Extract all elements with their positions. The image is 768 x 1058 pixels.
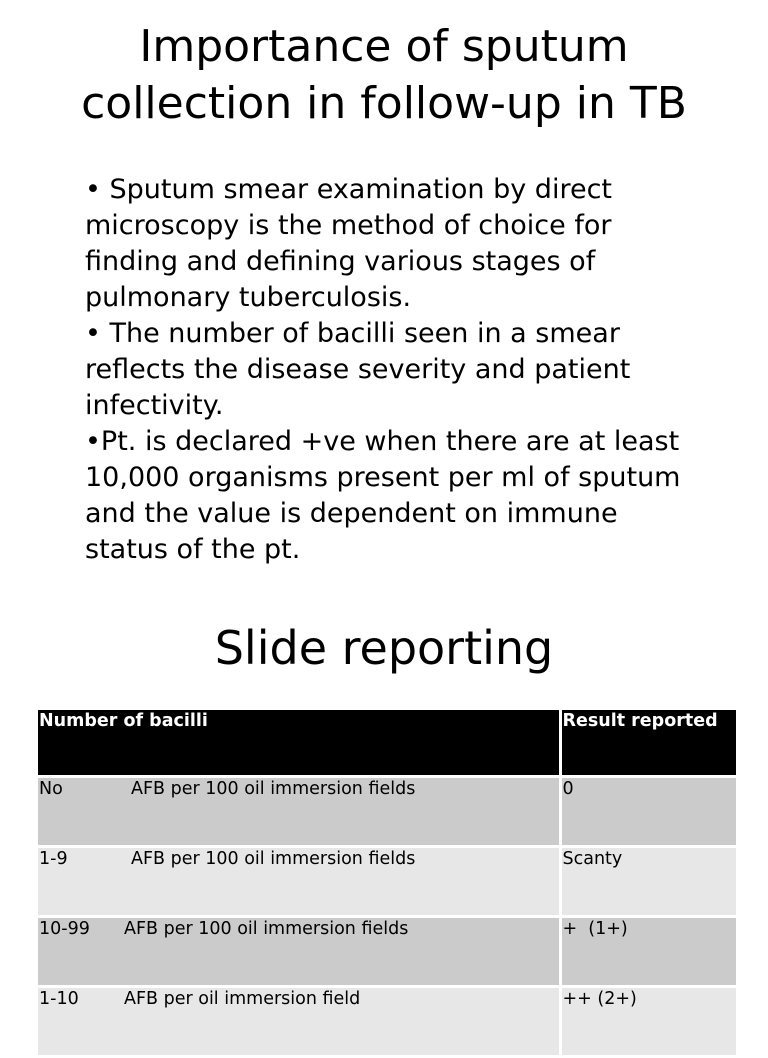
bacilli-count: 10-99 bbox=[39, 919, 90, 939]
bacilli-cell bbox=[38, 917, 560, 987]
reporting-table bbox=[38, 710, 736, 1058]
bacilli-count: 1-9 bbox=[39, 849, 68, 869]
bacilli-description: AFB per oil immersion field bbox=[124, 989, 361, 1009]
bacilli-count: No bbox=[39, 779, 63, 799]
bacilli-cell bbox=[38, 987, 560, 1057]
bullet-list bbox=[85, 172, 685, 568]
bacilli-description: AFB per 100 oil immersion fields bbox=[131, 779, 416, 799]
table-row bbox=[38, 987, 736, 1057]
result-cell: ++ (2+) bbox=[560, 987, 736, 1057]
bacilli-count: 1-10 bbox=[39, 989, 79, 1009]
bacilli-cell bbox=[38, 777, 560, 847]
slide-title: Importance of sputum collection in follow-up in TB bbox=[81, 21, 687, 129]
table-row bbox=[38, 777, 736, 847]
result-cell: Scanty bbox=[560, 847, 736, 917]
result-cell: + (1+) bbox=[560, 917, 736, 987]
bullet-item: • The number of bacilli seen in a smear reflects the disease severity and patient infectivity. bbox=[85, 318, 631, 421]
section-title: Slide reporting bbox=[214, 621, 554, 675]
bullet-item: • Sputum smear examination by direct microscopy is the method of choice for finding and defining various stages of pulmonary tuberculosis. bbox=[85, 174, 613, 313]
bullet-item: •Pt. is declared +ve when there are at least 10,000 organisms present per ml of sputum and the value is dependent on immune status of the pt. bbox=[85, 426, 681, 565]
table-header-row bbox=[38, 710, 736, 777]
table-row bbox=[38, 847, 736, 917]
header-number-of-bacilli: Number of bacilli bbox=[38, 710, 560, 777]
bacilli-cell bbox=[38, 847, 560, 917]
header-result-reported: Result reported bbox=[560, 710, 736, 777]
result-cell: 0 bbox=[560, 777, 736, 847]
bacilli-description: AFB per 100 oil immersion fields bbox=[124, 919, 409, 939]
table-row bbox=[38, 917, 736, 987]
bacilli-description: AFB per 100 oil immersion fields bbox=[131, 849, 416, 869]
